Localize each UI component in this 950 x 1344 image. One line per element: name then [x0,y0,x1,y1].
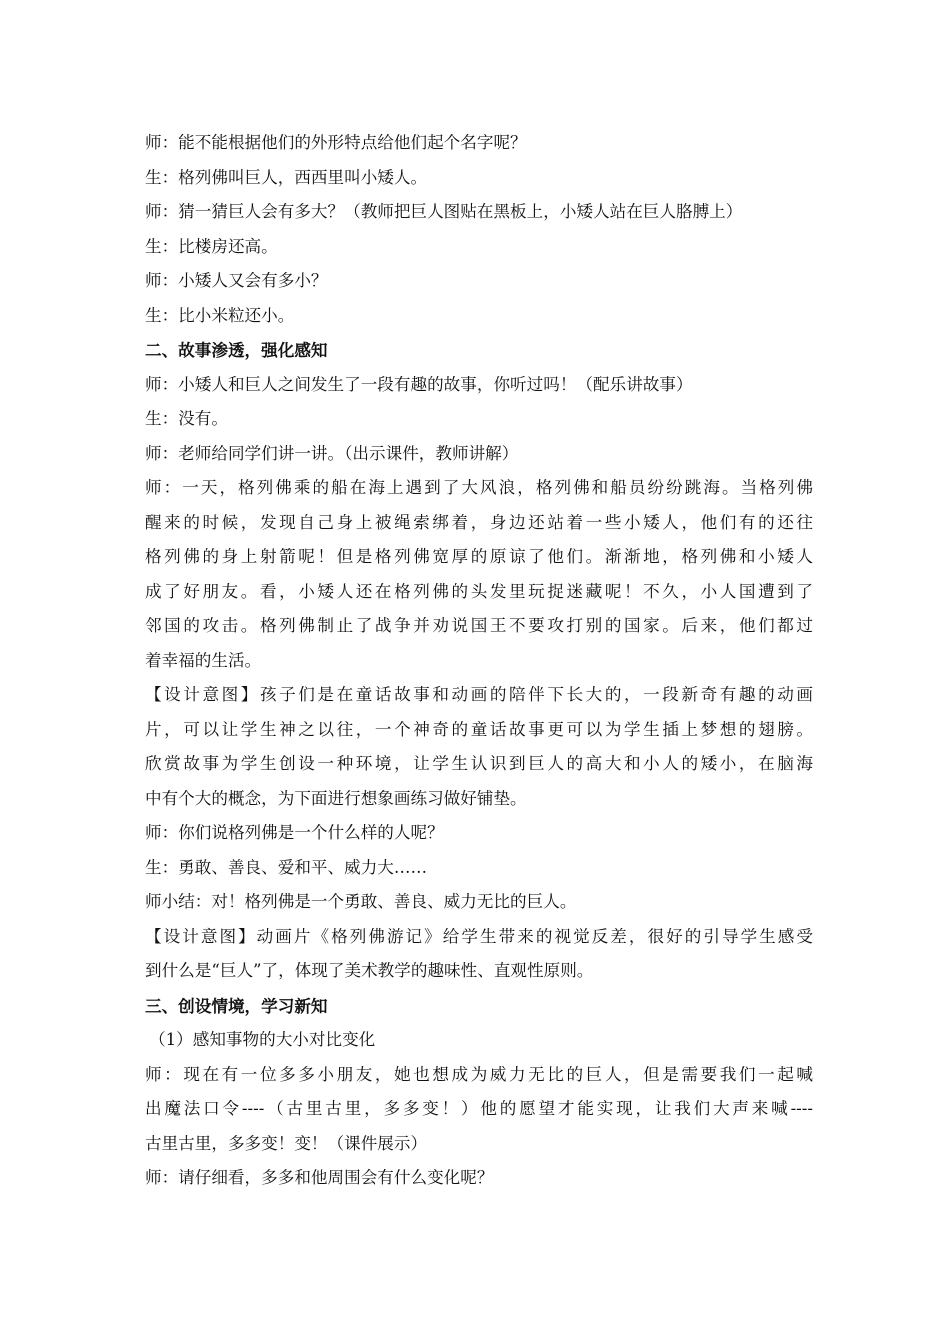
paragraph [145,437,813,472]
paragraph [145,851,813,886]
paragraph [145,161,813,196]
text-line: 欣赏故事为学生创设一种环境，让学生认识到巨人的高大和小人的矮小，在脑海 [145,754,813,773]
text-line: 师：小矮人又会有多小？ [145,271,328,290]
text-line: 师：能不能根据他们的外形特点给他们起个名字呢？ [145,133,527,152]
paragraph [145,1023,813,1058]
text-line: 古里古里，多多变！变！（课件展示） [145,1133,428,1153]
document-page [145,126,813,1196]
text-line: （1）感知事物的大小对比变化 [149,1030,376,1049]
paragraph [145,126,813,161]
text-line: 到什么是“巨人”了，体现了美术教学的趣味性、直观性原则。 [145,961,594,980]
text-line: 邻国的攻击。格列佛制止了战争并劝说国王不要攻打别的国家。后来，他们都过 [145,616,813,635]
text-line: 师：猜一猜巨人会有多大？（教师把巨人图贴在黑板上，小矮人站在巨人胳膊上） [145,202,743,221]
paragraph [145,816,813,851]
text-line: 【设计意图】孩子们是在童话故事和动画的陪伴下长大的，一段新奇有趣的动画 [145,685,813,704]
text-line: 【设计意图】动画片《格列佛游记》给学生带来的视觉反差，很好的引导学生感受 [145,926,813,946]
text-line: 出魔法口令----（古里古里，多多变！）他的愿望才能实现，让我们大声来喊---- [145,1099,813,1118]
paragraph [145,402,813,437]
text-line: 三、创设情境，学习新知 [145,995,328,1016]
paragraph [145,471,813,678]
text-line: 格列佛的身上射箭呢！但是格列佛宽厚的原谅了他们。渐渐地，格列佛和小矮人 [145,547,813,566]
paragraph [145,195,813,230]
text-line: 二、故事渗透，强化感知 [145,340,328,360]
text-line: 师小结：对！格列佛是一个勇敢、善良、威力无比的巨人。 [145,892,577,911]
text-line: 师：你们说格列佛是一个什么样的人呢？ [145,823,444,842]
text-line: 生：比楼房还高。 [145,236,278,256]
paragraph [145,885,813,920]
text-line: 成了好朋友。看，小矮人还在格列佛的头发里玩捉迷藏呢！不久，小人国遭到了 [145,581,813,601]
text-line: 中有个大的概念，为下面进行想象画练习做好铺垫。 [145,788,527,808]
text-line: 生：没有。 [145,409,228,428]
text-line: 生：比小米粒还小。 [145,305,295,325]
paragraph [145,1161,813,1196]
text-line: 生：格列佛叫巨人，西西里叫小矮人。 [145,167,428,187]
text-line: 师：请仔细看，多多和他周围会有什么变化呢？ [145,1168,494,1187]
text-line: 师：现在有一位多多小朋友，她也想成为威力无比的巨人，但是需要我们一起喊 [145,1064,813,1084]
section-heading [145,333,813,368]
text-line: 师：老师给同学们讲一讲。（出示课件，教师讲解） [145,443,519,463]
text-line: 片，可以让学生神之以往，一个神奇的童话故事更可以为学生插上梦想的翅膀。 [145,719,813,739]
section-heading [145,989,813,1024]
paragraph [145,920,813,989]
paragraph [145,299,813,334]
paragraph [145,1058,813,1162]
text-line: 醒来的时候，发现自己身上被绳索绑着，身边还站着一些小矮人，他们有的还往 [145,512,813,532]
paragraph [145,264,813,299]
paragraph [145,230,813,265]
paragraph [145,678,813,816]
text-line: 师：一天，格列佛乘的船在海上遇到了大风浪，格列佛和船员纷纷跳海。当格列佛 [145,478,813,497]
text-line: 师：小矮人和巨人之间发生了一段有趣的故事，你听过吗！（配乐讲故事） [145,374,693,394]
text-line: 生：勇敢、善良、爱和平、威力大…… [145,857,428,877]
text-line: 着幸福的生活。 [145,650,262,670]
paragraph [145,368,813,403]
